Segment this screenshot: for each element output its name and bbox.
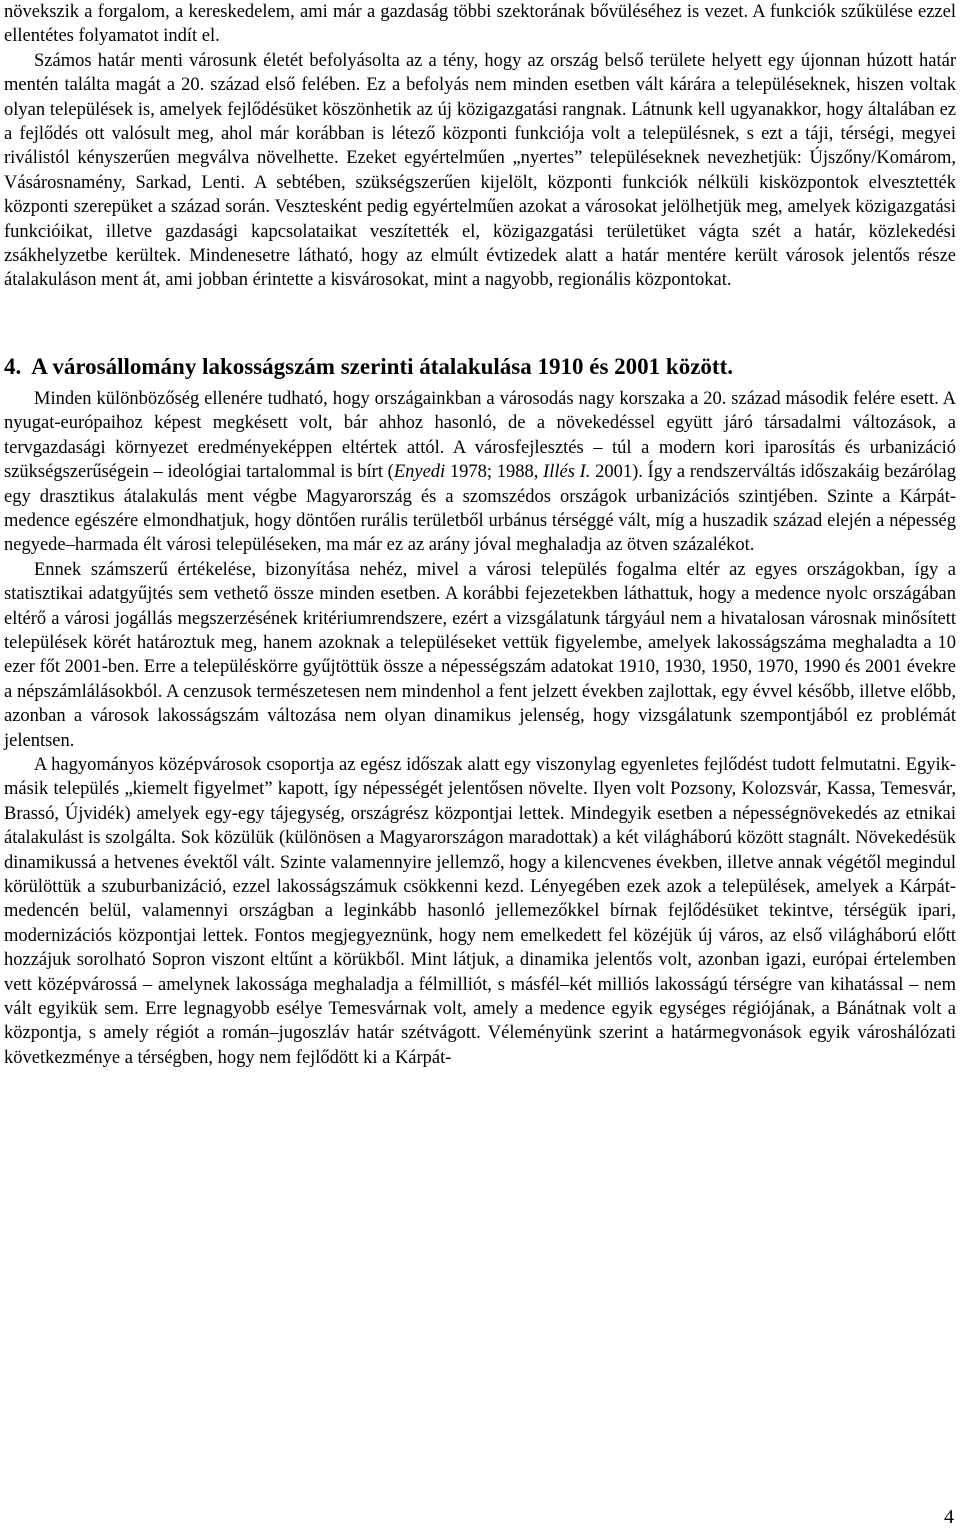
paragraph-urbanization-text-b: 1978; 1988,	[445, 462, 544, 483]
paragraph-urbanization	[4, 387, 956, 558]
paragraph-medium-cities: A hagyományos középvárosok csoportja az egész időszak alatt egy viszonylag egyenletes fejlődést tudott felmutatni. Egyik-másik település „kiemelt figyelmet” kapott, így népességét jelentősen növelte. Ilyen volt Pozsony, Kolozsvár, Kassa, Temesvár, Brassó, Újvidék) amelyek egy-egy tájegység, országrész központjai lettek. Mindegyik esetben a népességnövekedés az etnikai átalakulást is szolgálta. Sok közülük (különösen a Magyarországon maradottak) a két világháború között stagnált. Növekedésük dinamikussá a hetvenes évektől vált. Szinte valamennyire jellemző, hogy a kilencvenes években, illetve annak végétől megindul körülöttük a szuburbanizáció, ezzel lakosságszámuk csökkenni kezd. Lényegében ezek azok a települések, amelyek a Kárpát-medencén belül, valamennyi országban a leginkább hasonló jellemezőkkel bírnak fejlődésüket tekintve, térségük ipari, modernizációs központjai lettek. Fontos megjegyeznünk, hogy nem emelkedett fel közéjük új város, az első világháború előtt hozzájuk sorolható Sopron viszont eltűnt a körükből. Mint látjuk, a dinamika jelentős volt, azonban igazi, európai értelemben vett középvárossá – amelynek lakossága meghaladja a félmilliót, s másfél–két milliós lakosságú térségre van kihatással – nem vált egyikük sem. Erre legnagyobb esélye Temesvárnak volt, amely a medence egyik egységes régiójának, a Bánátnak volt a központja, s amely régiót a román–jugoszláv határ szétvágott. Véleményünk szerint a határmegvonások egyik városhálózati következménye a térségben, hogy nem fejlődött ki a Kárpát-	[4, 754, 956, 1068]
section-title: A városállomány lakosságszám szerinti átalakulása 1910 és 2001 között.	[31, 353, 733, 379]
section-heading	[4, 353, 956, 381]
section-number: 4.	[4, 353, 22, 379]
citation-author-enyedi: Enyedi	[393, 462, 446, 483]
paragraph-methodology: Ennek számszerű értékelése, bizonyítása nehéz, mivel a városi település fogalma eltér az egyes országokban, így a statisztikai adatgyűjtés sem vethető össze minden esetben. A korábbi fejezetekben láthattuk, hogy a medence nyolc országában eltérő a városi jogállás megszerzésének kritériumrendszere, ezért a vizsgálatunk tárgyául nem a hivatalosan városnak minősített települések körét határoztuk meg, hanem azoknak a településeket vettük figyelembe, amelyek lakosságszáma meghaladta a 10 ezer főt 2001-ben. Erre a településkörre gyűjtöttük össze a népességszám adatokat 1910, 1930, 1950, 1970, 1990 és 2001 évekre a népszámlálásokból. A cenzusok természetesen nem mindenhol a fent jelzett években zajlottak, egy évvel később, illetve előbb, azonban a városok lakosságszám változása nem olyan dinamikus jelenség, hogy vizsgálatunk szempontjából ez problémát jelentsen.	[4, 559, 956, 751]
paragraph-continued: növekszik a forgalom, a kereskedelem, ami már a gazdaság többi szektorának bővüléséhez is vezet. A funkciók szűkülése ezzel ellentétes folyamatot indít el.	[4, 2, 956, 47]
paragraph-border-cities: Számos határ menti városunk életét befolyásolta az a tény, hogy az ország belső területe helyett egy újonnan húzott határ mentén találta magát a 20. század első felében. Ez a befolyás nem minden esetben vált kárára a településeknek, hiszen voltak olyan települések is, amelyek fejlődésüket köszönhetik az új közigazgatási rangnak. Látnunk kell ugyanakkor, hogy általában ez a fejlődés ott valósult meg, ahol már korábban is létező központi funkciója volt a településnek, s ezt a táji, térségi, megyei riválistól kényszerűen megválva növelhette. Ezeket egyértelműen „nyertes” településeknek nevezhetjük: Újszőny/Komárom, Vásárosnamény, Sarkad, Lenti. A sebtében, szükségszerűen kijelölt, központi funkciók nélküli kisközpontok elvesztették központi szerepüket a század során. Vesztesként pedig egyértelműen azokat a városokat jelölhetjük meg, amelyek közigazgatási funkcióikat, illetve gazdasági kapcsolataikat veszítették el, közigazgatási területüket vágta szét a határ, közlekedési zsákhelyzetbe kerültek. Mindenesetre látható, hogy az elmúlt évtizedek alatt a határ mentére került városok jelentős része átalakuláson ment át, ami jobban érintette a kisvárosokat, mint a nagyobb, regionális központokat.	[4, 50, 956, 291]
citation-author-illes: Illés I.	[543, 462, 591, 483]
paragraph-urbanization-text-c: 2001). Így a rendszerváltás időszakáig bezárólag egy drasztikus átalakulás ment végbe Magyarország és a szomszédos országok urbanizációs szintjében. Szinte a Kárpát-medence egészére elmondhatjuk, hogy döntően rurális területből urbánus térséggé vált, míg a huszadik század elején a népesség negyede–harmada élt városi településeken, ma már ez az arány jóval meghaladja az ötven százalékot.	[4, 462, 956, 556]
page-number: 4	[944, 1506, 954, 1528]
document-page	[4, 0, 956, 1070]
paragraph-urbanization-text-a: Minden különbözőség ellenére tudható, hogy országainkban a városodás nagy korszaka a 20. század második felére esett. A nyugat-európaihoz képest megkésett volt, bár ahhoz hasonló, de a növekedéssel együtt járó társadalmi változások, a tervgazdasági környezet eredményeképpen eltértek attól. A városfejlesztés – túl a modern kori iparosítás és urbanizáció szükségszerűségein – ideológiai tartalommal is bírt (	[4, 388, 956, 483]
